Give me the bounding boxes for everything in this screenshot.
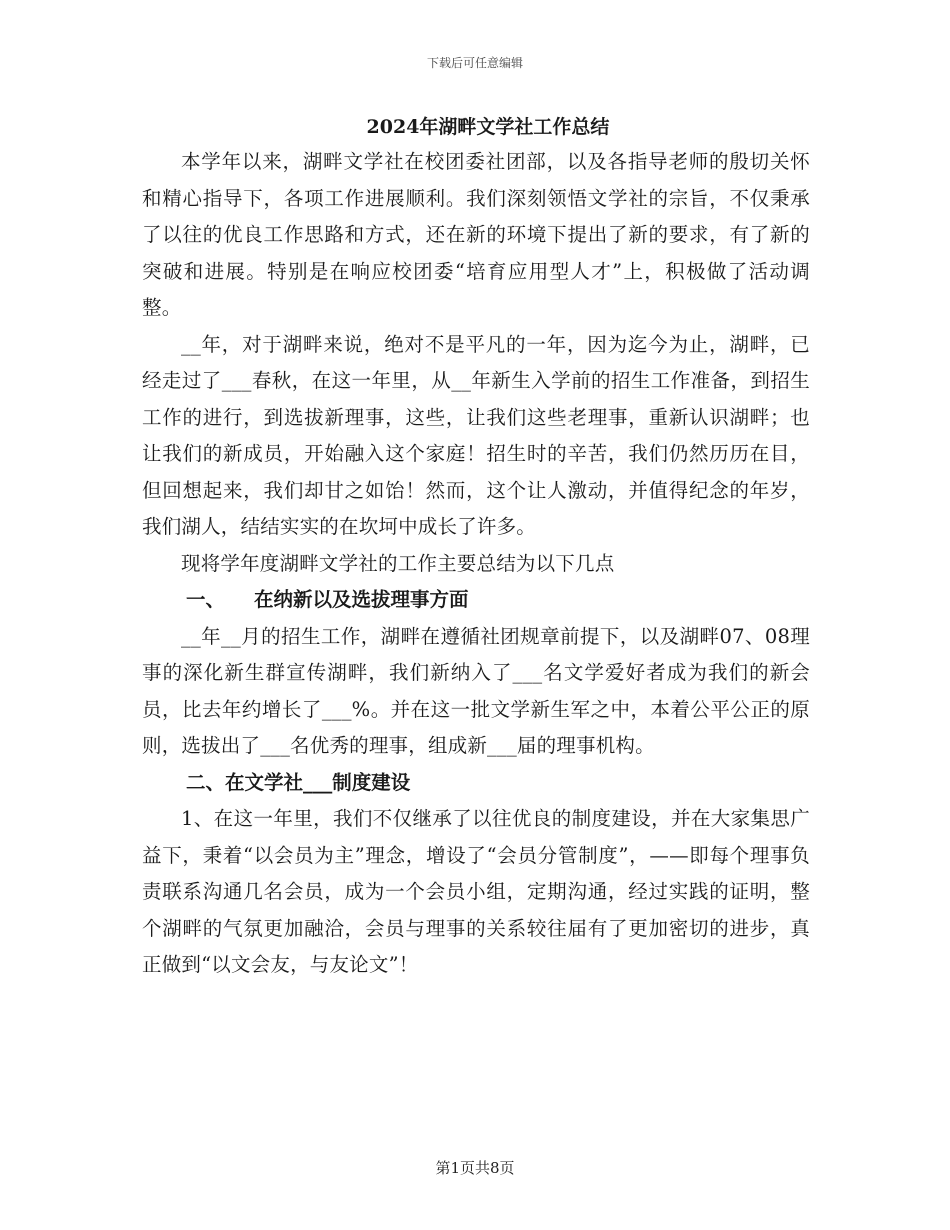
summary-lead-paragraph: 现将学年度湖畔文学社的工作主要总结为以下几点: [181, 551, 615, 575]
intro-paragraph: 本学年以来，湖畔文学社在校团委社团部，以及各指导老师的殷切关怀和精心指导下，各项工作进展顺利。我们深刻领悟文学社的宗旨，不仅秉承了以往的优良工作思路和方式，还在新的环境下提出了新的要求，有了新的突破和进展。特别是在响应校团委“培育应用型人才”上，积极做了活动调整。: [142, 150, 810, 319]
year-review-paragraph: __年，对于湖畔来说，绝对不是平凡的一年，因为迄今为止，湖畔，已经走过了___春秋，在这一年里，从__年新生入学前的招生工作准备，到招生工作的进行，到选拔新理事，这些，让我们这些老理事，重新认识湖畔；也让我们的新成员，开始融入这个家庭！招生时的辛苦，我们仍然历历在目，但回想起来，我们却甘之如饴！然而，这个让人激动，并值得纪念的年岁，我们湖人，结结实实的在坎坷中成长了许多。: [142, 332, 810, 538]
section-1-paragraph: __年__月的招生工作，湖畔在遵循社团规章前提下，以及湖畔07、08理事的深化新生群宣传湖畔，我们新纳入了___名文学爱好者成为我们的新会员，比去年约增长了___%。并在这一批文学新生军之中，本着公平公正的原则，选拔出了___名优秀的理事，组成新___届的理事机构。: [142, 624, 810, 757]
download-note: 下载后可任意编辑: [426, 56, 523, 70]
section-1-title: 在纳新以及选拔理事方面: [254, 588, 469, 611]
document-body: [142, 112, 810, 984]
section-2-heading: 二、在文学社___制度建设: [186, 770, 411, 794]
section-1-heading: [142, 582, 810, 619]
document-title: 2024年湖畔文学社工作总结: [366, 116, 610, 138]
section-2-paragraph: 1、在这一年里，我们不仅继承了以往优良的制度建设，并在大家集思广益下，秉着“以会员为主”理念，增设了“会员分管制度”，——即每个理事负责联系沟通几名会员，成为一个会员小组，定期沟通，经过实践的证明，整个湖畔的气氛更加融洽，会员与理事的关系较往届有了更加密切的进步，真正做到“以文会友，与友论文”！: [142, 807, 810, 976]
page-number: 第1页共8页: [435, 1159, 515, 1177]
section-1-number: 一、: [186, 588, 226, 611]
